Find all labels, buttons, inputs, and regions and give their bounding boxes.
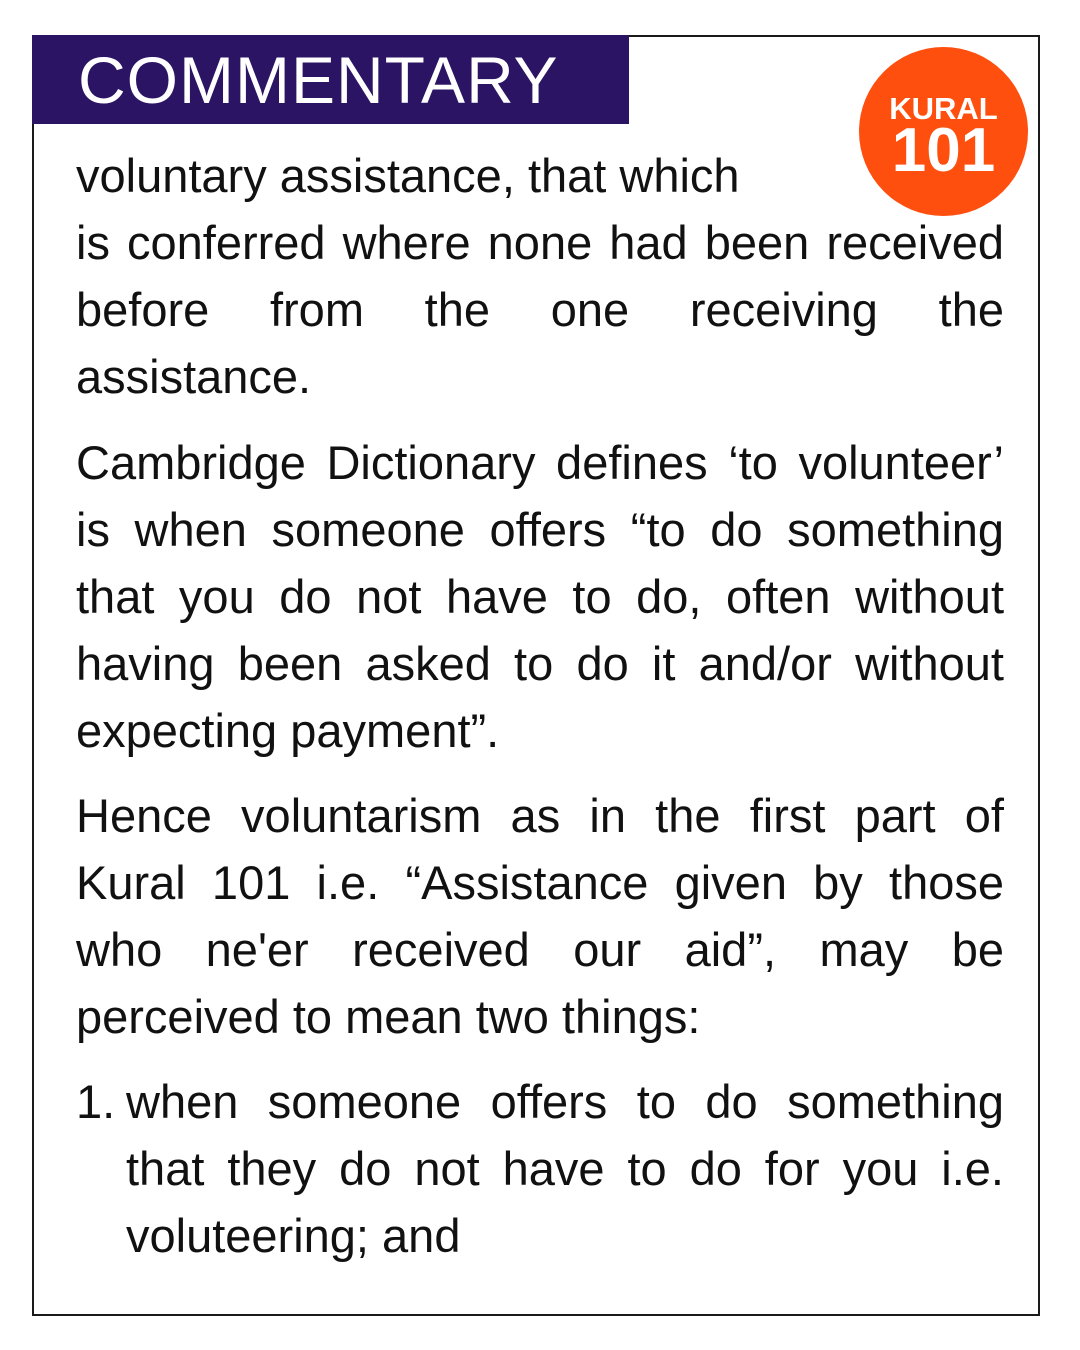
paragraph-1	[76, 142, 1004, 410]
badge-number: 101	[891, 116, 996, 185]
paragraph-1-rest: is conferred where none had been received before from the one receiving the assistance.	[76, 216, 1004, 403]
paragraph-1-line-1: voluntary assistance, that which	[76, 149, 740, 202]
numbered-list	[76, 1068, 1004, 1269]
paragraph-2: Cambridge Dictionary defines ‘to volunteer’ is when someone offers “to do something that you do not have to do, often without having been asked to do it and/or without expecting payment”.	[76, 436, 1004, 757]
badge-label: KURAL	[889, 91, 998, 126]
list-item	[76, 1068, 1004, 1269]
header-band	[32, 35, 629, 124]
list-item-text: when someone offers to do something that they do not have to do for you i.e. voluteering; and	[126, 1075, 1004, 1262]
page-title: COMMENTARY	[78, 42, 559, 117]
list-item-number: 1.	[76, 1075, 116, 1128]
commentary-body	[76, 142, 1004, 1269]
paragraph-3: Hence voluntarism as in the first part of Kural 101 i.e. “Assistance given by those who ne'er received our aid”, may be perceived to mean two things:	[76, 789, 1004, 1043]
